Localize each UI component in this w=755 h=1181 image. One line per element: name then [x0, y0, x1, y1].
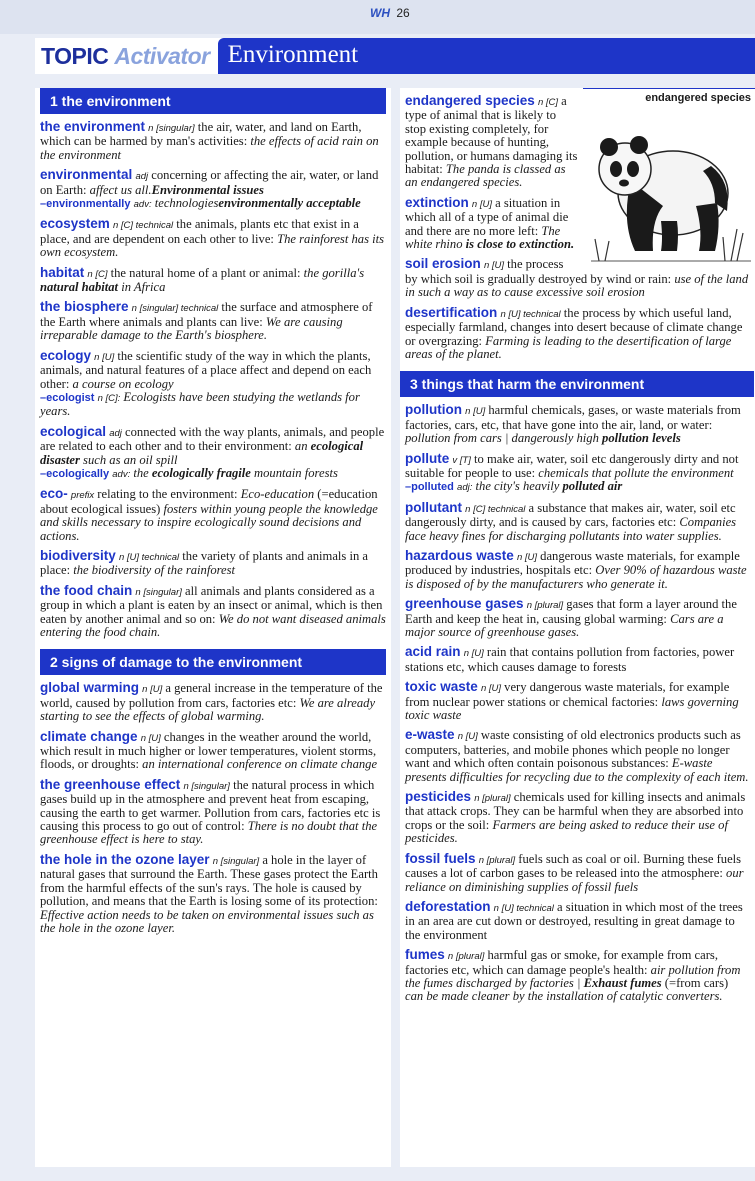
example: Farming is leading to the desertification of large areas of the planet.	[405, 333, 732, 361]
example: air pollution from the fumes discharged by factories |	[405, 962, 741, 990]
grammar-label: n [plural]	[447, 951, 485, 963]
example: Cars are a major source of greenhouse gases.	[405, 611, 724, 639]
section-heading-3: 3 things that harm the environment	[400, 371, 754, 397]
collocation: polluted air	[562, 479, 623, 494]
banner-title: Environment	[218, 38, 755, 74]
derived-headword: –ecologically	[40, 467, 110, 480]
grammar-label: n [plural]	[478, 854, 516, 866]
headword: fossil fuels	[405, 850, 476, 866]
definition: the variety of plants and animals in a place:	[40, 548, 368, 578]
example: the city's heavily	[472, 479, 563, 494]
definition: the natural home of a plant or animal:	[107, 265, 304, 280]
derived-headword: –polluted	[405, 481, 454, 494]
example: Ecologists have been studying the wetlands for years.	[40, 389, 360, 419]
grammar-label: n [U]	[465, 406, 486, 418]
example: an	[294, 439, 311, 454]
example: mountain forests	[250, 465, 338, 480]
headword: pollutant	[405, 499, 462, 515]
headword: extinction	[405, 194, 469, 210]
grammar-label: n [U] technical	[118, 551, 180, 563]
example: fosters within young people the knowledge and skills necessary to inspire ecologically sound decisions and actions.	[40, 501, 378, 543]
example: E-waste presents difficulties for recycling due to the complexity of each item.	[405, 756, 749, 784]
definition: connected with the way plants, animals, and people are related to each other and to their environment:	[40, 424, 385, 454]
dictionary-entry	[40, 120, 386, 162]
collocation: ecologically fragile	[151, 465, 251, 480]
dictionary-entry	[405, 900, 749, 942]
example: a course on ecology	[72, 376, 174, 391]
dictionary-entry	[40, 217, 386, 259]
definition: the scientific study of the way in which the plants, animals, and natural features of a place affect and depend on each other:	[40, 348, 372, 391]
headword: ecological	[40, 423, 107, 439]
headword: toxic waste	[405, 679, 478, 695]
grammar-label: n [U]	[471, 198, 492, 210]
grammar-label: adj:	[457, 482, 473, 494]
grammar-label: adv:	[133, 199, 152, 211]
right-column	[400, 88, 755, 1167]
example: We do not want diseased animals entering the food chain.	[40, 611, 386, 639]
headword: the hole in the ozone layer	[40, 851, 210, 867]
definition: all animals and plants considered as a group in which a plant is eaten by an insect or animal, which is then eaten by another animal and so on:	[40, 583, 383, 626]
dictionary-entry	[40, 168, 386, 211]
definition: concerning or affecting the air, water, or land on Earth:	[40, 168, 379, 197]
derived-headword: –ecologist	[40, 391, 95, 404]
definition: a hole in the layer of natural gases that surround the Earth. These gases protect the Earth from the harmful effects of the sun's rays. The hole is caused by pollution, and means that the Earth is losing some of its protection:	[40, 852, 378, 909]
grammar-label: n [U]	[463, 648, 484, 660]
headword: greenhouse gases	[405, 596, 524, 612]
example: pollution from cars | dangerously high	[405, 431, 603, 446]
headword: the greenhouse effect	[40, 776, 181, 792]
definition: the surface and atmosphere of the Earth where animals and plants can live:	[40, 300, 373, 329]
grammar-label: n [singular]	[148, 123, 195, 134]
topic-banner	[35, 38, 755, 74]
grammar-label: n [plural]	[526, 600, 564, 612]
left-column	[35, 88, 391, 1167]
page-number-value: 26	[396, 6, 410, 20]
definition: rain that contains pollution from factories, power stations etc, which causes damage to forests	[405, 645, 735, 674]
example: the gorilla's	[303, 265, 365, 280]
dictionary-entry	[405, 790, 749, 846]
dictionary-entry	[40, 584, 386, 640]
grammar-label: n [singular]	[135, 586, 182, 598]
dictionary-entry	[405, 645, 749, 674]
example: The panda is classed as an endangered species.	[405, 162, 566, 190]
dictionary-entry	[40, 425, 386, 482]
example: such as an oil spill	[79, 452, 178, 467]
definition: gases that form a layer around the Earth and keep the heat in, causing global warming:	[405, 597, 737, 626]
headword: environmental	[40, 167, 133, 183]
collocation: Exhaust fumes	[583, 975, 662, 990]
definition: the process by which soil is gradually destroyed by wind or rain:	[405, 257, 675, 286]
grammar-label: n [U]	[94, 351, 115, 363]
headword: deforestation	[405, 898, 491, 914]
headword: desertification	[405, 304, 498, 320]
definition: the natural process in which gases build up in the atmosphere and prevent heat from escaping, causing the earth to get warmer. Pollution from cars, factories etc is causing this process to go out of control:	[40, 777, 381, 834]
dictionary-entry	[405, 452, 749, 495]
page-number	[370, 6, 410, 20]
definition: (=education about ecological issues)	[40, 487, 378, 516]
example: laws governing toxic waste	[405, 694, 739, 723]
collocation: environmentally acceptable	[218, 196, 361, 211]
headword: soil erosion	[405, 256, 481, 272]
grammar-label: v [T]	[452, 454, 471, 466]
grammar-label: n [singular]	[212, 855, 260, 867]
dictionary-entry	[405, 728, 749, 784]
example: Eco-education	[240, 487, 315, 502]
grammar-label: n [U]	[483, 260, 504, 272]
example: Effective action needs to be taken on environmental issues such as the hole in the ozone layer.	[40, 907, 374, 935]
grammar-label: n [plural]	[474, 793, 511, 805]
grammar-label: n [U]	[457, 731, 478, 743]
grammar-label: adj	[135, 171, 149, 183]
section-3-entries	[405, 403, 749, 1003]
definition: harmful chemicals, gases, or waste materials from factories, cars, etc, that have gone into the air, land, or water:	[405, 403, 741, 432]
grammar-label: n [C] technical	[112, 220, 174, 232]
headword: ecology	[40, 347, 92, 363]
banner-topic: TOPIC	[41, 43, 109, 69]
definition: the process by which useful land, especially farmland, changes into desert because of climate change or overgrazing:	[405, 305, 743, 348]
definition: to make air, water, soil etc dangerously dirty and not suitable for people to use:	[405, 451, 739, 480]
collocation: natural habitat	[40, 280, 119, 295]
example: the effects of acid rain on the environment	[40, 134, 379, 162]
dictionary-entry	[405, 948, 749, 1004]
headword: fumes	[405, 947, 445, 963]
dictionary-entry	[405, 680, 749, 722]
example: Farmers are being asked to reduce their use of pesticides.	[405, 817, 728, 846]
headword: pollute	[405, 450, 450, 466]
collocation: Environmental issues	[151, 182, 264, 197]
dictionary-entry	[405, 852, 749, 894]
example: We are causing irreparable damage to the Earth's biosphere.	[40, 314, 343, 343]
collocation: pollution levels	[602, 431, 681, 446]
headword: climate change	[40, 728, 138, 744]
dictionary-entry	[40, 853, 386, 935]
headword: biodiversity	[40, 547, 116, 563]
grammar-label: n [C]	[87, 268, 108, 280]
definition: a situation in which all of a type of animal die and there are no more left:	[405, 195, 569, 238]
definition: chemicals used for killing insects and animals that attack crops. They can be harmful when they are absorbed into crops or the soil:	[405, 790, 746, 832]
banner-activator: Activator	[114, 43, 210, 69]
page-header	[0, 0, 755, 34]
example: the	[130, 465, 152, 480]
grammar-label: n [C]	[537, 97, 559, 108]
grammar-label: prefix	[70, 490, 95, 502]
dictionary-entry	[40, 730, 386, 772]
example: The rainforest has its own ecosystem.	[40, 231, 385, 260]
grammar-label: n [U] technical	[500, 308, 561, 320]
definition: a general increase in the temperature of the world, caused by pollution from cars, factories etc:	[40, 681, 383, 710]
headword: the environment	[40, 119, 146, 134]
grammar-label: n [U] technical	[493, 902, 554, 914]
example: our reliance on diminishing supplies of fossil fuels	[405, 866, 744, 894]
definition: the animals, plants etc that exist in a place, and are dependent on each other to live:	[40, 217, 359, 246]
grammar-label: n [C] technical	[465, 503, 526, 515]
headword: acid rain	[405, 644, 461, 660]
grammar-label: n [C]:	[97, 392, 121, 404]
headword: global warming	[40, 680, 140, 696]
dictionary-entry	[405, 597, 749, 639]
dictionary-entry	[40, 487, 386, 543]
headword: hazardous waste	[405, 547, 514, 563]
collocation: ecological disaster	[40, 439, 364, 467]
section-2-entries	[40, 681, 386, 935]
example: chemicals that pollute the environment	[538, 465, 734, 480]
example: Over 90% of hazardous waste is disposed of by the manufacturers who generate it.	[405, 563, 747, 591]
headword: habitat	[40, 264, 85, 280]
example: use of the land in such a way as to cause excessive soil erosion	[405, 271, 749, 300]
definition: relating to the environment:	[94, 487, 241, 502]
grammar-label: n [U]	[516, 551, 538, 563]
example: an international conference on climate change	[142, 757, 378, 772]
dictionary-entry	[40, 549, 386, 578]
collocation: is close to extinction.	[465, 237, 575, 252]
dictionary-entry	[40, 300, 386, 342]
definition: waste consisting of old electronics products such as computers, batteries, and mobile phones which people no longer want and which often contain poisonous substances:	[405, 728, 741, 771]
dictionary-entry	[40, 266, 386, 295]
definition: a type of animal that is likely to stop existing completely, for example because of hunting, pollution, or humans damaging its habitat:	[405, 94, 578, 177]
headword: endangered species	[405, 93, 535, 108]
example: There is no doubt that the greenhouse effect is here to stay.	[40, 819, 378, 847]
grammar-label: adv:	[112, 468, 131, 480]
headword: ecosystem	[40, 216, 110, 232]
grammar-label: n [singular]	[183, 780, 230, 792]
page-prefix: WH	[370, 6, 390, 20]
headword: pollution	[405, 402, 462, 418]
definition: dangerous waste materials, for example produced by industries, hospitals etc:	[405, 548, 740, 578]
definition: a substance that makes air, water, soil etc dangerously dirty, and is caused by cars, factories etc:	[405, 500, 736, 530]
definition: a situation in which most of the trees in an area are cut down or destroyed, resulting in great damage to the environment	[405, 899, 743, 942]
panda-illustration	[583, 88, 755, 270]
grammar-label: n [singular] technical	[131, 303, 219, 315]
dictionary-entry	[405, 403, 749, 445]
derived-headword: –environmentally	[40, 198, 131, 211]
dictionary-entry	[40, 681, 386, 723]
example: in Africa	[118, 280, 166, 295]
grammar-label: n [U]	[480, 683, 501, 695]
section-heading-1: 1 the environment	[40, 88, 386, 114]
example: affect us all.	[89, 182, 152, 197]
headword: pesticides	[405, 789, 472, 805]
definition: changes in the weather around the world, which result in much higher or lower temperatures, violent storms, floods, or droughts:	[40, 729, 377, 772]
example: the biodiversity of the rainforest	[73, 563, 236, 578]
headword: e-waste	[405, 727, 455, 743]
illustration-caption: endangered species	[645, 92, 751, 104]
headword: the food chain	[40, 582, 133, 598]
definition: the air, water, and land on Earth, which can be harmed by man's activities:	[40, 120, 362, 149]
example: The white rhino	[405, 223, 561, 252]
section-1-entries	[40, 120, 386, 639]
grammar-label: n [U]	[140, 732, 161, 744]
definition: fuels such as coal or oil. Burning these fuels causes a lot of carbon gases to be released into the atmosphere:	[405, 851, 742, 881]
grammar-label: n [U]	[142, 684, 163, 696]
definition: harmful gas or smoke, for example from cars, factories etc, which can damage people's health:	[405, 948, 718, 977]
section-heading-2: 2 signs of damage to the environment	[40, 649, 386, 675]
panda-icon	[591, 111, 751, 266]
headword: eco-	[40, 486, 68, 502]
dictionary-entry	[40, 778, 386, 847]
definition: very dangerous waste materials, for example from nuclear power stations or chemical factories:	[405, 680, 730, 709]
dictionary-entry	[405, 306, 749, 362]
example: can be made cleaner by the installation of catalytic converters.	[405, 989, 723, 1004]
definition: (=from cars)	[661, 975, 729, 990]
headword: the biosphere	[40, 299, 129, 315]
grammar-label: adj	[109, 427, 122, 439]
example: technologies	[151, 196, 219, 211]
dictionary-entry	[40, 349, 386, 419]
dictionary-entry	[405, 549, 749, 591]
example: Companies face heavy fines for discharging pollutants into water supplies.	[405, 515, 737, 543]
example: We are already starting to see the effects of global warming.	[40, 695, 376, 724]
dictionary-entry	[405, 501, 749, 543]
